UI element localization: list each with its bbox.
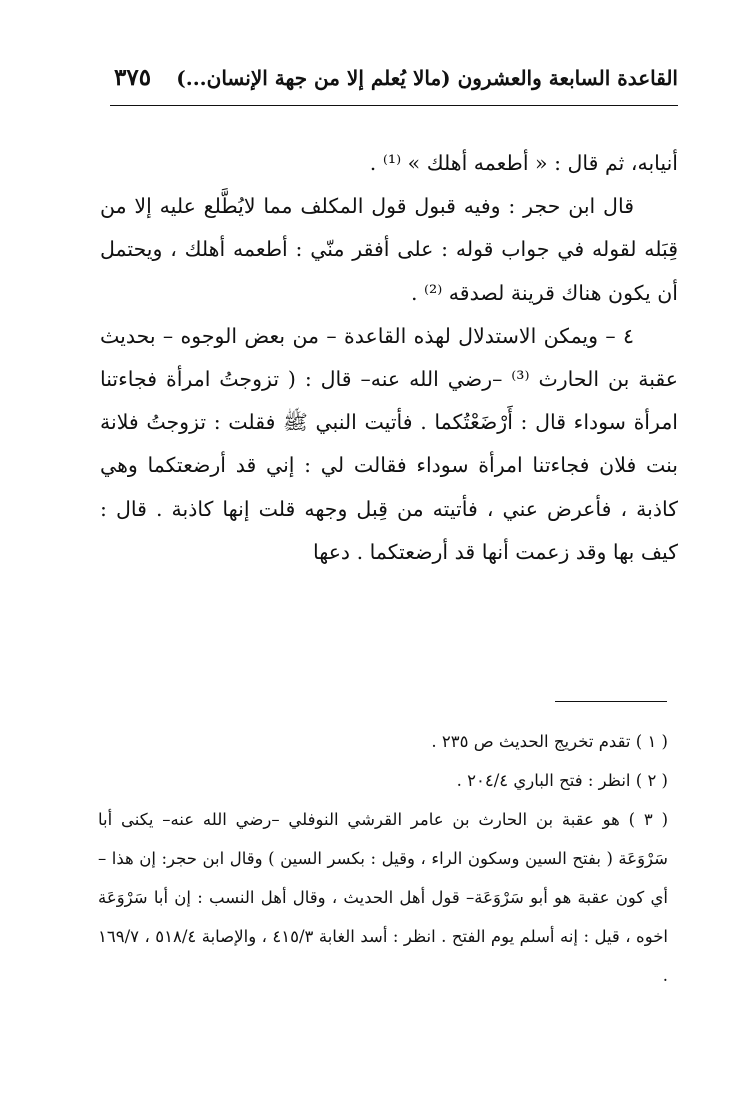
paragraph-3: ٤ – ويمكن الاستدلال لهذه القاعدة – من بعض الوجوه – بحديث عقبة بن الحارث ⁽³⁾ –رضي الله عنه– قال : ( تزوجتُ امرأة فجاءتنا امرأة سوداء قال : أَرْضَعْتُكما . فأتيت النبي ﷺ فقلت : تزوجتُ فلانة بنت فلان فجاءتنا امرأة سوداء فقالت لي : إني قد أرضعتكما وهي كاذبة ، فأعرض عني ، فأتيته من قِبل وجهه قلت إنها كاذبة . قال : كيف بها وقد زعمت أنها قد أرضعتكما . دعها	[100, 323, 678, 564]
paragraph-1: أنيابه، ثم قال : « أطعمه أهلك » ⁽¹⁾ .	[369, 151, 678, 175]
footnote-2: ( ٢ ) انظر : فتح الباري ٢٠٤/٤ .	[456, 771, 668, 790]
page-header	[110, 62, 678, 106]
running-title: القاعدة السابعة والعشرون (مالا يُعلم إلا من جهة الإنسان...)	[176, 66, 678, 90]
footnotes	[98, 722, 668, 995]
footnote-rule	[555, 701, 667, 702]
header-rule	[110, 105, 678, 106]
footnote-3: ( ٣ ) هو عقبة بن الحارث بن عامر القرشي النوفلي –رضي الله عنه– يكنى أبا سَرْوَعَة ( بفتح السين وسكون الراء ، وقيل : بكسر السين ) وقال ابن حجر: إن هذا – أي كون عقبة هو أبو سَرْوَعَة– قول أهل الحديث ، وقال أهل النسب : إن أبا سَرْوَعَة اخوه ، قيل : إنه أسلم يوم الفتح . انظر : أسد الغابة ٤١٥/٣ ، والإصابة ٥١٨/٤ ، ١٦٩/٧ .	[98, 810, 669, 985]
paragraph-2: قال ابن حجر : وفيه قبول قول المكلف مما لايُطَّلع عليه إلا من قِبَله لقوله في جواب قوله : على أفقر منّي : أطعمه أهلك ، ويحتمل أن يكون هناك قرينة لصدقه ⁽²⁾ .	[100, 194, 678, 305]
page-number: ٣٧٥	[114, 64, 152, 91]
footnote-1: ( ١ ) تقدم تخريج الحديث ص ٢٣٥ .	[431, 732, 668, 751]
body-text	[100, 142, 678, 574]
